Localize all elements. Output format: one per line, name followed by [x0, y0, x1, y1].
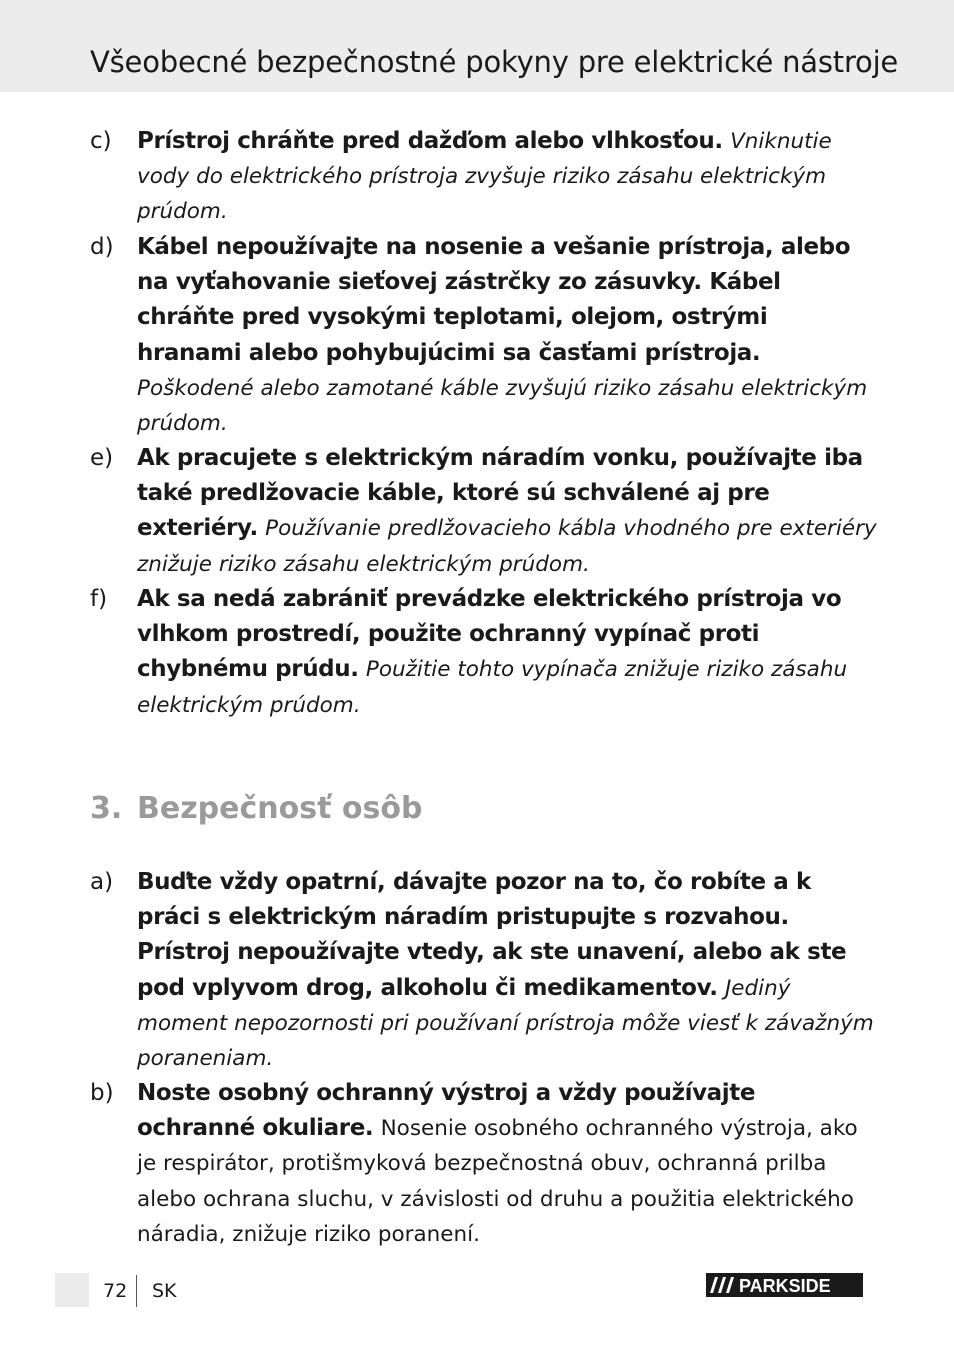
item-marker: f) — [90, 586, 108, 612]
item-bold-text: Noste osobný ochranný výstroj a vždy používajte ochranné okuliare. — [137, 1080, 756, 1142]
section-title-text: Bezpečnosť osôb — [137, 791, 423, 826]
footer-divider — [136, 1275, 137, 1307]
parkside-logo — [706, 1273, 863, 1297]
item-italic-text: Používanie predlžovacieho kábla vhodného pre exteriéry znižuje riziko zásahu elektrickým prúdom. — [137, 516, 877, 577]
section-number: 3. — [90, 791, 123, 826]
logo-text: PARKSIDE — [739, 1276, 831, 1296]
list-item-c — [90, 124, 880, 230]
item-italic-text: Poškodené alebo zamotané káble zvyšujú riziko zásahu elektrickým prúdom. — [137, 375, 868, 437]
item-bold-text: Ak pracujete s elektrickým náradím vonku, používajte iba také predlžovacie káble, ktoré sú schválené aj pre exteriéry. — [137, 445, 863, 542]
item-marker: b) — [90, 1080, 114, 1106]
item-bold-text: Ak sa nedá zabrániť prevádzke elektrického prístroja vo vlhkom prostredí, použite ochranný vypínač proti chybnému prúdu. — [137, 586, 842, 683]
item-italic-text: Vniknutie vody do elektrického prístroja zvyšuje riziko zásahu elektrickým prúdom. — [137, 129, 832, 225]
language-code: SK — [152, 1280, 177, 1302]
item-bold-text: Buďte vždy opatrní, dávajte pozor na to, čo robíte a k práci s elektrickým náradím pristupujte s rozvahou. Prístroj nepoužívajte vtedy, ak ste unavení, alebo ak ste pod vplyvom drog, alkoholu či medikamentov. — [137, 869, 847, 1001]
item-bold-text: Kábel nepoužívajte na nosenie a vešanie prístroja, alebo na vyťahovanie sieťovej zástrčky zo zásuvky. Kábel chráňte pred vysokými teplotami, olejom, ostrými hranami alebo pohybujúcimi sa časťami prístroja. — [137, 234, 851, 366]
item-marker: d) — [90, 234, 114, 260]
item-marker: a) — [90, 869, 114, 895]
footer-box — [55, 1273, 89, 1307]
item-bold-text: Prístroj chráňte pred dažďom alebo vlhkosťou. — [137, 128, 723, 154]
list-item-e — [90, 441, 880, 582]
logo-stripes-icon — [706, 1273, 863, 1297]
list-item-f — [90, 582, 880, 723]
item-italic-text: Jediný moment nepozornosti pri používaní prístroja môže viesť k závažným poraneniam. — [137, 975, 874, 1072]
page-number: 72 — [103, 1280, 128, 1302]
list-item-a — [90, 865, 880, 1076]
list-item-d — [90, 230, 880, 441]
section-heading — [90, 788, 422, 830]
item-italic-text: Použitie tohto vypínača znižuje riziko zásahu elektrickým prúdom. — [137, 657, 848, 718]
item-marker: c) — [90, 128, 112, 154]
item-marker: e) — [90, 445, 114, 471]
list-item-b — [90, 1076, 880, 1252]
item-normal-text: Nosenie osobného ochranného výstroja, ako je respirátor, protišmyková bezpečnostná obuv, ochranná prilba alebo ochrana sluchu, v závislosti od druhu a použitia elektrického náradia, znižuje riziko poranení. — [137, 1116, 858, 1247]
page-title: Všeobecné bezpečnostné pokyny pre elektrické nástroje — [90, 45, 899, 79]
